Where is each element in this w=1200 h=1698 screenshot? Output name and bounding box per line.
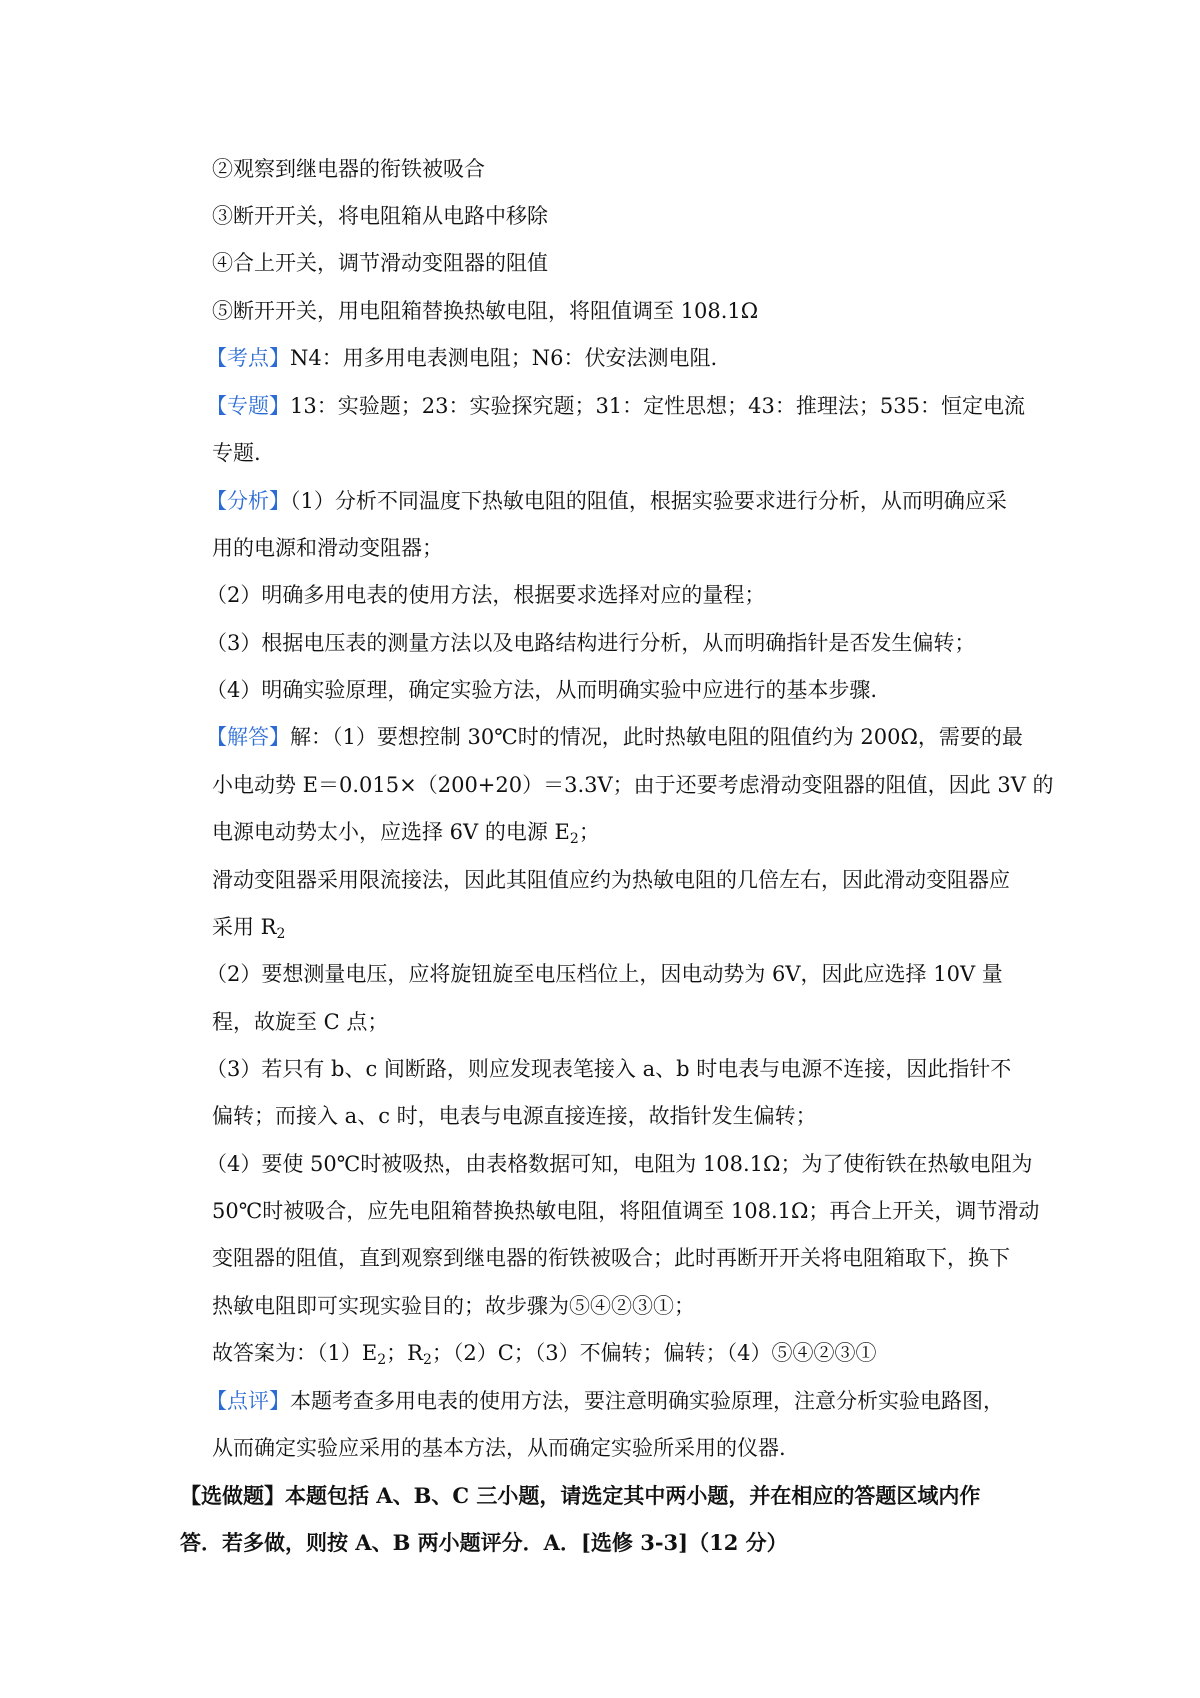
fenxi-line-1 — [206, 486, 1007, 516]
jieda-text-3-end: ； — [578, 820, 600, 844]
answer-text-c: ；（2）C；（3）不偏转；偏转；（4）⑤④②③① — [431, 1341, 877, 1365]
zhuanti-line-1 — [206, 391, 1025, 421]
fenxi-line-5: （4）明确实验原理，确定实验方法，从而明确实验中应进行的基本步骤. — [206, 678, 878, 702]
jieda-line-3 — [212, 817, 600, 854]
jieda-line-10: （4）要使 50℃时被吸热，由表格数据可知，电阻为 108.1Ω；为了使衔铁在热敏电阻为 — [206, 1152, 1033, 1176]
fenxi-line-3: （2）明确多用电表的使用方法，根据要求选择对应的量程； — [206, 583, 766, 607]
dianping-tag: 【点评】 — [206, 1389, 290, 1413]
answer-sub-a: 2 — [377, 1352, 387, 1368]
answer-line — [212, 1338, 877, 1375]
zhuanti-text-1: 13：实验题；23：实验探究题；31：定性思想；43：推理法；535：恒定电流 — [290, 394, 1025, 418]
step-5: ⑤断开开关，用电阻箱替换热敏电阻，将阻值调至 108.1Ω — [212, 299, 759, 323]
jieda-line-8: （3）若只有 b、c 间断路，则应发现表笔接入 a、b 时电表与电源不连接，因此指针不 — [206, 1057, 1012, 1081]
jieda-line-2: 小电动势 E＝0.015×（200+20）＝3.3V；由于还要考虑滑动变阻器的阻值，因此 3V 的 — [212, 773, 1054, 797]
jieda-line-5 — [212, 912, 285, 949]
step-2: ②观察到继电器的衔铁被吸合 — [212, 157, 485, 181]
step-3: ③断开开关，将电阻箱从电路中移除 — [212, 204, 548, 228]
fenxi-tag: 【分析】 — [206, 489, 290, 513]
xuanzuo-line-1: 【选做题】本题包括 A、B、C 三小题，请选定其中两小题，并在相应的答题区域内作 — [180, 1483, 981, 1508]
zhuanti-tag: 【专题】 — [206, 394, 290, 418]
jieda-line-7: 程，故旋至 C 点； — [212, 1010, 389, 1034]
jieda-line-4: 滑动变阻器采用限流接法，因此其阻值应约为热敏电阻的几倍左右，因此滑动变阻器应 — [212, 868, 1010, 892]
kaodian-line — [206, 343, 717, 373]
answer-sub-b: 2 — [422, 1352, 432, 1368]
fenxi-line-4: （3）根据电压表的测量方法以及电路结构进行分析，从而明确指针是否发生偏转； — [206, 631, 976, 655]
jieda-line-1 — [206, 722, 1023, 752]
xuanzuo-line-2: 答．若多做，则按 A、B 两小题评分．A．[选修 3-3]（12 分） — [180, 1530, 788, 1555]
step-4: ④合上开关，调节滑动变阻器的阻值 — [212, 251, 548, 275]
dianping-line-2: 从而确定实验应采用的基本方法，从而确定实验所采用的仪器. — [212, 1436, 786, 1460]
jieda-text-5: 采用 R — [212, 915, 277, 939]
jieda-line-6: （2）要想测量电压，应将旋钮旋至电压档位上，因电动势为 6V，因此应选择 10V 量 — [206, 962, 1003, 986]
dianping-text-1: 本题考查多用电表的使用方法，要注意明确实验原理，注意分析实验电路图， — [290, 1389, 1004, 1413]
jieda-line-13: 热敏电阻即可实现实验目的；故步骤为⑤④②③①； — [212, 1294, 695, 1318]
jieda-text-3: 电源电动势太小，应选择 6V 的电源 E — [212, 820, 570, 844]
jieda-sub-3: 2 — [569, 831, 579, 847]
zhuanti-line-2: 专题. — [212, 441, 261, 465]
dianping-line-1 — [206, 1386, 1004, 1416]
answer-text-b: ；R — [386, 1341, 423, 1365]
kaodian-tag: 【考点】 — [206, 346, 290, 370]
kaodian-text: N4：用多用电表测电阻；N6：伏安法测电阻. — [290, 346, 718, 370]
jieda-line-12: 变阻器的阻值，直到观察到继电器的衔铁被吸合；此时再断开开关将电阻箱取下，换下 — [212, 1246, 1010, 1270]
jieda-text-1: 解：（1）要想控制 30℃时的情况，此时热敏电阻的阻值约为 200Ω，需要的最 — [290, 725, 1023, 749]
jieda-line-11: 50℃时被吸合，应先电阻箱替换热敏电阻，将阻值调至 108.1Ω；再合上开关，调节滑动 — [212, 1199, 1040, 1223]
jieda-line-9: 偏转；而接入 a、c 时，电表与电源直接连接，故指针发生偏转； — [212, 1104, 817, 1128]
answer-text-a: 故答案为：（1）E — [212, 1341, 378, 1365]
jieda-sub-5: 2 — [276, 926, 286, 942]
fenxi-text-1: （1）分析不同温度下热敏电阻的阻值，根据实验要求进行分析，从而明确应采 — [290, 489, 1007, 513]
fenxi-line-2: 用的电源和滑动变阻器； — [212, 536, 443, 560]
jieda-tag: 【解答】 — [206, 725, 290, 749]
